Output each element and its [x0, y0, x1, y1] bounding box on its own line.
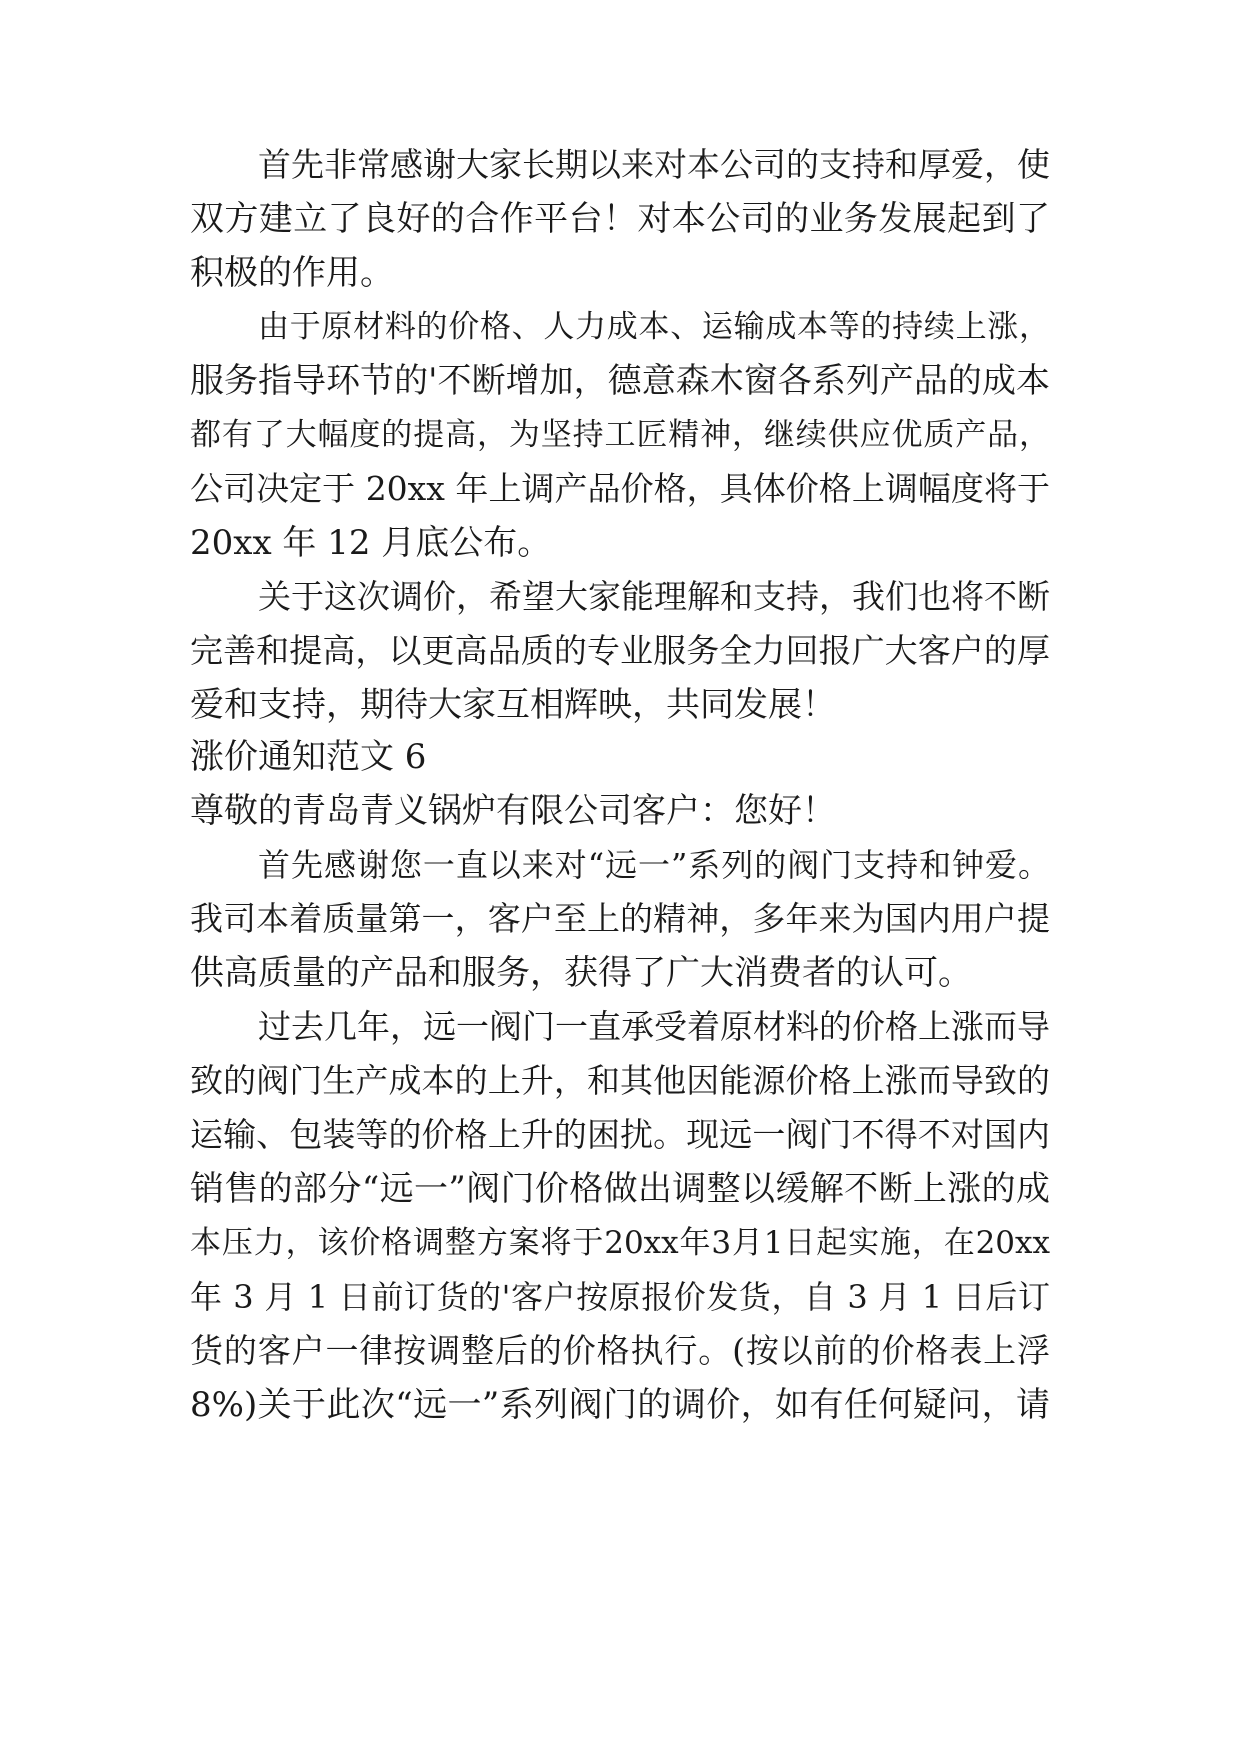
- paragraph-line: 关于这次调价，希望大家能理解和支持，我们也将不断: [258, 577, 1050, 616]
- paragraph-line: 我司本着质量第一，客户至上的精神，多年来为国内用户提: [190, 899, 1050, 938]
- paragraph-line: 完善和提高，以更高品质的专业服务全力回报广大客户的厚: [190, 631, 1050, 670]
- paragraph-line: 货的客户一律按调整后的价格执行。(按以前的价格表上浮: [190, 1331, 1050, 1370]
- paragraph-line: 双方建立了良好的合作平台！对本公司的业务发展起到了: [190, 199, 1050, 239]
- paragraph-line: 致的阀门生产成本的上升，和其他因能源价格上涨而导致的: [190, 1061, 1050, 1100]
- section-heading: 涨价通知范文 6: [190, 737, 427, 777]
- salutation: 尊敬的青岛青义锅炉有限公司客户：您好！: [190, 791, 836, 831]
- paragraph-line: 由于原材料的价格、人力成本、运输成本等的持续上涨，: [258, 309, 1050, 345]
- paragraph-line: 过去几年，远一阀门一直承受着原材料的价格上涨而导: [258, 1007, 1050, 1046]
- paragraph-line: 8%)关于此次“远一”系列阀门的调价，如有任何疑问，请: [190, 1385, 1050, 1425]
- paragraph-line: 公司决定于 20xx 年上调产品价格，具体价格上调幅度将于: [190, 469, 1050, 508]
- paragraph-line: 服务指导环节的'不断增加，德意森木窗各系列产品的成本: [190, 361, 1050, 401]
- paragraph-line: 20xx 年 12 月底公布。: [190, 523, 552, 563]
- paragraph-line: 本压力，该价格调整方案将于20xx年3月1日起实施，在20xx: [190, 1225, 1050, 1261]
- paragraph-line: 运输、包装等的价格上升的困扰。现远一阀门不得不对国内: [190, 1115, 1050, 1154]
- paragraph-line: 积极的作用。: [190, 253, 394, 293]
- paragraph-line: 首先非常感谢大家长期以来对本公司的支持和厚爱，使: [258, 145, 1050, 184]
- paragraph-line: 供高质量的产品和服务，获得了广大消费者的认可。: [190, 953, 972, 993]
- paragraph-line: 都有了大幅度的提高，为坚持工匠精神，继续供应优质产品，: [190, 417, 1050, 453]
- paragraph-line: 首先感谢您一直以来对“远一”系列的阀门支持和钟爱。: [258, 846, 1050, 884]
- paragraph-line: 年 3 月 1 日前订货的'客户按原报价发货，自 3 月 1 日后订: [190, 1278, 1050, 1316]
- paragraph-line: 爱和支持，期待大家互相辉映，共同发展！: [190, 685, 836, 725]
- paragraph-line: 销售的部分“远一”阀门价格做出调整以缓解不断上涨的成: [190, 1169, 1050, 1209]
